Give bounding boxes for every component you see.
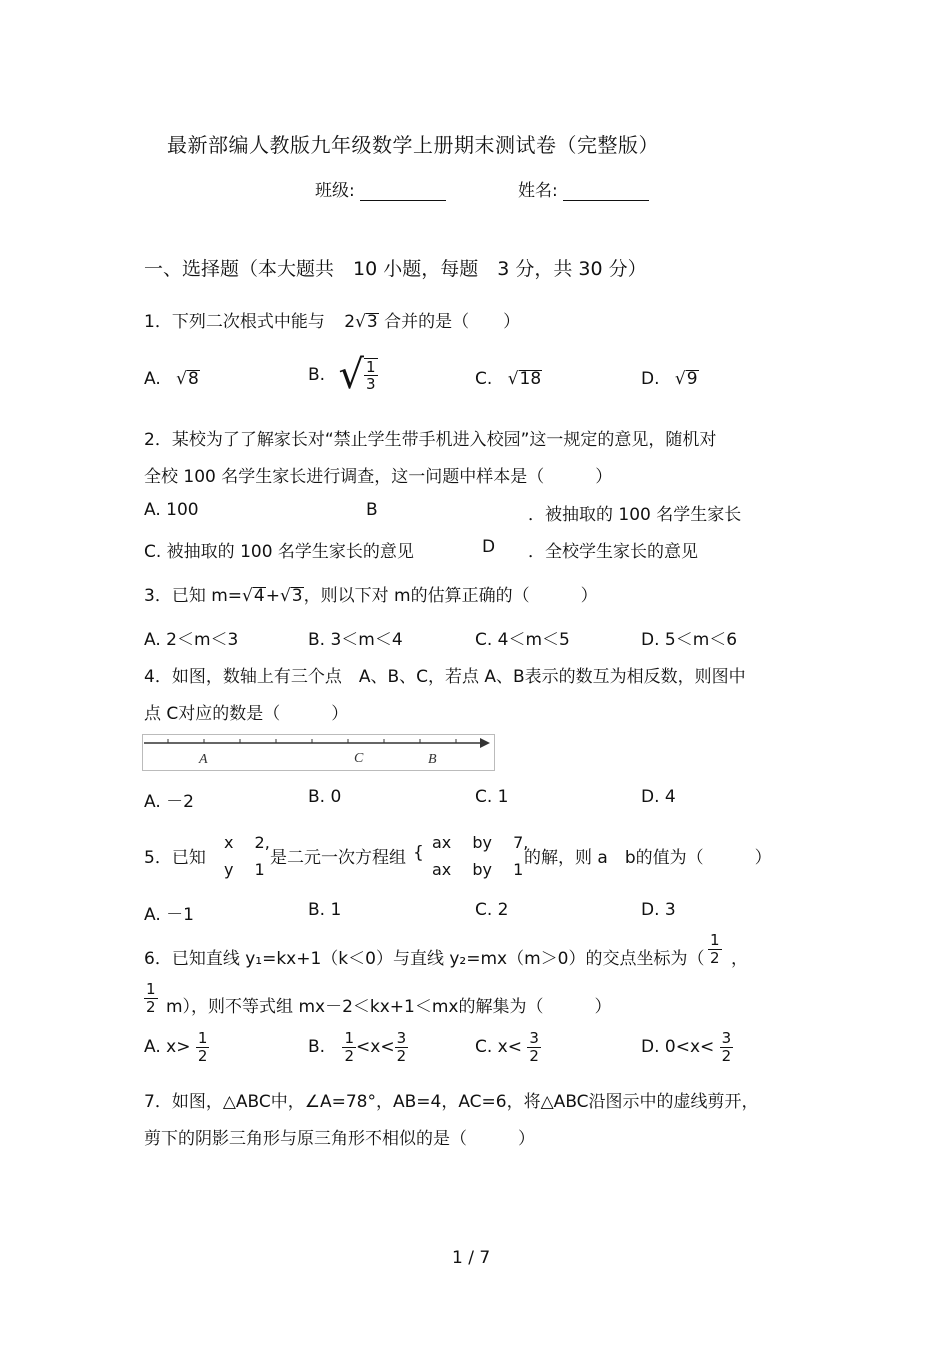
q2-option-c: C. 被抽取的 100 名学生家长的意见 (144, 542, 414, 562)
q4-option-c: C. 1 (475, 787, 509, 807)
sqrt-symbol: √3 (279, 586, 303, 606)
q5-solution-system (224, 829, 270, 883)
number-line-figure (142, 734, 498, 772)
q1-radicand: 3 (366, 312, 378, 332)
sqrt-symbol: √9 (674, 369, 698, 389)
q6-comma: ， (731, 949, 748, 969)
q6-option-b (308, 1030, 408, 1064)
q3-option-a: A. 2＜m＜3 (144, 630, 239, 650)
name-label: 姓名: (518, 181, 558, 201)
option-label: A. x> (144, 1037, 191, 1057)
inequality-text: <x< (356, 1037, 395, 1057)
q2-option-d: ．全校学生家长的意见 (528, 542, 698, 562)
name-field (518, 176, 649, 201)
class-blank (360, 184, 446, 201)
option-label: D. (641, 369, 660, 389)
question-3-stem (144, 581, 598, 606)
equation-row: x 2, (224, 833, 270, 852)
denominator: 3 (365, 375, 376, 393)
fraction (720, 1030, 734, 1064)
page-title: 最新部编人教版九年级数学上册期末测试卷（完整版） (167, 133, 659, 157)
question-1-stem (144, 307, 520, 332)
figure-border (143, 735, 495, 771)
fraction (364, 358, 378, 393)
q2-option-d-label: D (482, 537, 496, 557)
radicand: 4 (253, 586, 265, 606)
question-4-line-2: 点 C对应的数是（ ） (144, 704, 349, 724)
fraction (527, 1030, 541, 1064)
q4-option-b: B. 0 (308, 787, 342, 807)
numerator: 3 (396, 1029, 407, 1047)
q2-option-b-label: B (366, 500, 378, 520)
numerator: 1 (197, 1029, 208, 1047)
q3-option-b: B. 3＜m＜4 (308, 630, 403, 650)
sqrt-symbol: √3 (355, 312, 378, 332)
q5-equation-system (432, 829, 528, 883)
denominator: 2 (721, 1046, 732, 1065)
denominator: 2 (197, 1046, 208, 1065)
q4-option-a: A. －2 (144, 792, 194, 812)
sqrt-symbol: √ (338, 352, 364, 398)
numerator: 3 (529, 1029, 539, 1047)
axis-label-c: C (354, 751, 364, 766)
option-label: D. 0<x< (641, 1037, 715, 1057)
sqrt-symbol: √8 (176, 369, 199, 389)
q6-option-c (475, 1030, 541, 1064)
fraction (708, 932, 722, 966)
q5-option-d: D. 3 (641, 900, 676, 920)
q1-option-c (475, 369, 542, 389)
plus-sign: + (265, 586, 280, 606)
sqrt-symbol: √4 (242, 586, 265, 606)
question-7-line-1: 7．如图，△ABC中，∠A=78°，AB=4，AC=6，将△ABC沿图示中的虚线剪开， (144, 1092, 759, 1112)
option-label: C. (475, 369, 493, 389)
fraction (395, 1030, 409, 1064)
q1-text-b: 合并的是（ ） (384, 312, 521, 332)
equation-row: ax by 1 (432, 860, 524, 879)
q3-text-a: 3．已知 m= (144, 586, 243, 606)
q5-option-a: A. －1 (144, 905, 194, 925)
numerator: 3 (721, 1029, 732, 1047)
option-label: C. x< (475, 1037, 522, 1057)
q1-option-d (641, 369, 699, 389)
option-label: B. (308, 365, 326, 385)
option-label: A. (144, 369, 161, 389)
q6-fraction-1 (708, 932, 722, 966)
question-2-line-2: 全校 100 名学生家长进行调查，这一问题中样本是（ ） (144, 467, 613, 487)
denominator: 2 (396, 1046, 407, 1065)
question-7-line-2: 剪下的阴影三角形与原三角形不相似的是（ ） (144, 1129, 535, 1149)
class-label: 班级: (315, 181, 355, 201)
radicand: 18 (519, 369, 542, 389)
fraction (144, 981, 158, 1015)
axis-label-a: A (199, 752, 208, 767)
section-heading: 一、选择题（本大题共 10 小题，每题 3 分，共 30 分） (144, 258, 647, 280)
denominator: 2 (146, 997, 156, 1016)
sqrt-symbol: √18 (507, 369, 542, 389)
q1-option-b (308, 352, 378, 398)
fraction (196, 1030, 210, 1064)
option-label: B. (308, 1037, 326, 1057)
q5-text-c: 的解，则 a b的值为（ ） (524, 848, 772, 868)
axis-label-b: B (428, 752, 437, 767)
class-field (315, 176, 446, 201)
denominator: 2 (529, 1046, 539, 1065)
brace-symbol: { (413, 843, 424, 863)
radicand: 3 (291, 586, 303, 606)
q1-text-a: 1．下列二次根式中能与 (144, 312, 325, 332)
q3-text-b: ，则以下对 m的估算正确的（ ） (303, 586, 598, 606)
numerator: 1 (710, 931, 720, 949)
name-blank (563, 184, 649, 201)
q3-option-c: C. 4＜m＜5 (475, 630, 570, 650)
numerator: 1 (365, 357, 376, 376)
numerator: 1 (146, 980, 156, 998)
question-2-line-1: 2．某校为了了解家长对“禁止学生带手机进入校园”这一规定的意见，随机对 (144, 430, 717, 450)
q6-fraction-2 (144, 981, 158, 1015)
q2-option-a: A. 100 (144, 500, 199, 520)
q6-option-d (641, 1030, 733, 1064)
numerator: 1 (344, 1029, 355, 1047)
denominator: 2 (710, 948, 720, 967)
q6-option-a (144, 1030, 209, 1064)
q5-option-c: C. 2 (475, 900, 509, 920)
equation-row: ax by 7, (432, 833, 529, 852)
q6-text-a: 6．已知直线 y₁=kx+1（k＜0）与直线 y₂=mx（m＞0）的交点坐标为（ (144, 949, 705, 969)
q5-text-b: 是二元一次方程组 (270, 848, 406, 868)
q3-option-d: D. 5＜m＜6 (641, 630, 738, 650)
radicand: 8 (187, 369, 199, 389)
arrow-head-icon (480, 738, 490, 748)
q5-option-b: B. 1 (308, 900, 342, 920)
page-number: 1 / 7 (452, 1248, 491, 1268)
radicand: 9 (686, 369, 698, 389)
q5-text-a: 5．已知 (144, 848, 206, 868)
fraction (342, 1030, 356, 1064)
equation-row: y 1 (224, 860, 265, 879)
q4-option-d: D. 4 (641, 787, 676, 807)
q1-option-a (144, 369, 200, 389)
q1-coef: 2 (344, 312, 356, 332)
q2-option-b: ．被抽取的 100 名学生家长 (528, 505, 742, 525)
denominator: 2 (344, 1046, 355, 1065)
question-4-line-1: 4．如图，数轴上有三个点 A、B、C，若点 A、B表示的数互为相反数，则图中 (144, 667, 746, 687)
q6-text-b: m），则不等式组 mx－2＜kx+1＜mx的解集为（ ） (166, 997, 612, 1017)
